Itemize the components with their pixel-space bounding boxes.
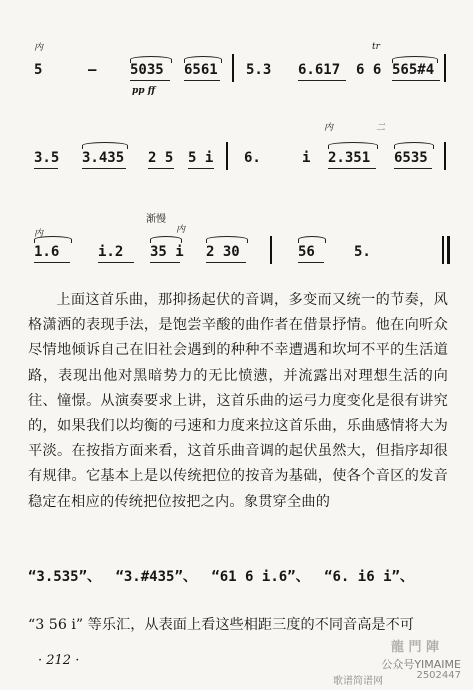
note: – (88, 62, 97, 78)
note: 56 (298, 244, 315, 260)
underline (130, 80, 170, 81)
underline (82, 168, 126, 169)
two-mark: 二 (376, 123, 386, 133)
slur (82, 142, 128, 149)
note: i (302, 150, 311, 166)
note: 5. (354, 244, 371, 260)
page-number: · 212 · (38, 653, 80, 668)
note: 6.617 (298, 62, 341, 78)
note: 2 30 (206, 244, 240, 260)
dynamics-mark: pp ff (132, 86, 156, 96)
underline (328, 168, 376, 169)
score-line-1 (30, 36, 450, 96)
note: 2 5 (148, 150, 174, 166)
underline (98, 262, 134, 263)
barline (442, 236, 444, 264)
trill-mark: tr (372, 42, 380, 52)
note: 3.5 (34, 150, 60, 166)
score-line-3 (30, 214, 450, 260)
note: 5035 (130, 62, 164, 78)
slur (328, 142, 378, 149)
xian-mark: 内 (324, 123, 334, 133)
slur (298, 236, 326, 243)
watermark-text: 2502447 (416, 670, 461, 681)
notation-examples (28, 566, 448, 586)
note: 6. (244, 150, 261, 166)
underline (394, 168, 432, 169)
tempo-mark: 渐慢 (146, 214, 166, 225)
slur (184, 56, 222, 63)
watermark-logo: 龍 門 陣 (390, 640, 439, 655)
underline (34, 168, 58, 169)
underline (298, 262, 324, 263)
note: 565#4 (392, 62, 435, 78)
barline (444, 54, 446, 82)
underline (206, 262, 246, 263)
note: 5 (34, 62, 43, 78)
slur (392, 56, 438, 63)
neixian-mark: 内 (176, 225, 186, 235)
note: 2.351 (328, 150, 371, 166)
slur (394, 142, 434, 149)
note: 35 i (150, 244, 184, 260)
note: 6535 (394, 150, 428, 166)
note: 1.6 (34, 244, 60, 260)
neixian-mark: 内 (34, 229, 44, 239)
barline (232, 54, 234, 82)
example-item: “6. i6 i”、 (324, 569, 414, 585)
note: i.2 (98, 244, 124, 260)
underline (392, 80, 440, 81)
underline (184, 80, 220, 81)
barline (270, 236, 272, 264)
watermark-text: 公众号YIMAIME (381, 658, 461, 671)
score-line-2 (30, 123, 450, 174)
slur (34, 236, 72, 243)
last-line: “3 56 i” 等乐汇，从表面上看这些相距三度的不同音高是不可 (28, 617, 414, 633)
note: 3.435 (82, 150, 125, 166)
barline (444, 142, 446, 170)
example-item: “61 6 i.6”、 (211, 569, 310, 585)
slur (206, 236, 248, 243)
note: 5.3 (246, 62, 272, 78)
note: 5 i (188, 150, 214, 166)
underline (148, 168, 174, 169)
body-paragraph (28, 288, 448, 515)
underline (150, 262, 180, 263)
neixian-mark: 内 (34, 43, 44, 53)
underline (34, 262, 70, 263)
underline (298, 80, 346, 81)
barline (226, 142, 228, 170)
barline (447, 236, 450, 264)
underline (188, 168, 214, 169)
paragraph-text: 上面这首乐曲，那抑扬起伏的音调，多变而又统一的节奏，风格潇洒的表现手法，是饱尝辛酸的曲作者在借景抒情。他在向听众尽情地倾诉自己在旧社会遇到的种种不幸遭遇和坎坷不平的生活道路，表现出他对黑暗势力的无比愤懑，并流露出对理想生活的向往、憧憬。从演奏要求上讲，这首乐曲的运弓力度变化是很有讲究的，如果我们以均衡的弓速和力度来拉这首乐曲，乐曲感情将大为平淡。在按指方面来看，这首乐曲音调的起伏虽然大，但指序却很有规律。它基本上是以传统把位的按音为基础，使各个音区的发音稳定在相应的传统把位按把之内。象贯穿全曲的 (28, 292, 448, 510)
example-item: “3.#435”、 (115, 569, 197, 585)
example-item: “3.535”、 (28, 569, 102, 585)
note: 6 6 (356, 62, 382, 78)
slur (130, 56, 172, 63)
note: 6561 (184, 62, 218, 78)
slur (150, 236, 182, 243)
watermark-text: 歌谱简谱网 (333, 676, 383, 687)
